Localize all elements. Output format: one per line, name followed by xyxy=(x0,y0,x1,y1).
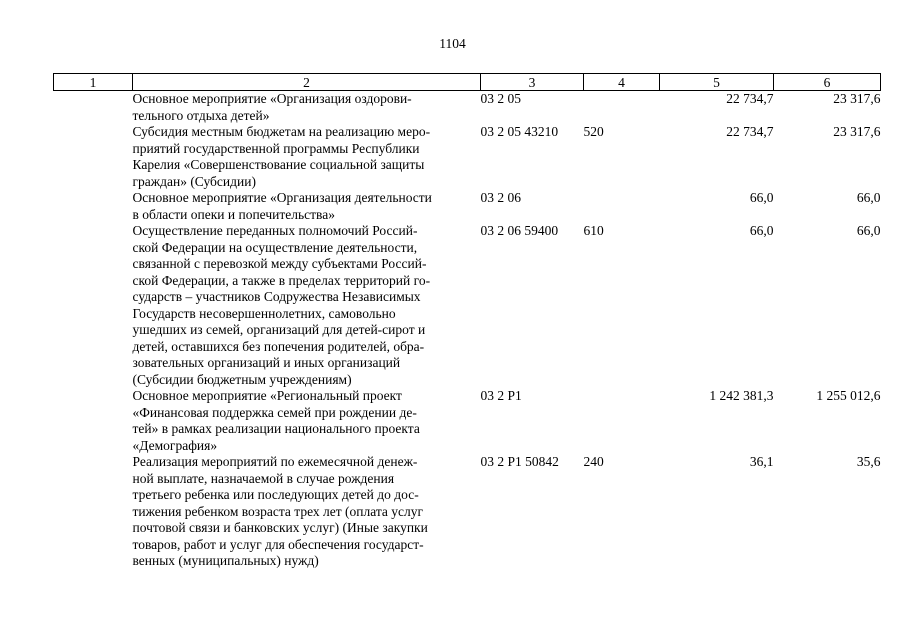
row-type-cell: 610 xyxy=(583,223,604,238)
row-name-cell xyxy=(133,223,481,388)
row-name-line: «Финансовая поддержка семей при рождении де- xyxy=(132,404,417,420)
row-name-cell xyxy=(133,124,481,190)
row-value1-cell: 66,0 xyxy=(749,190,774,205)
column-header-6: 6 xyxy=(774,74,881,91)
row-name-line: товаров, работ и услуг для обеспечения государст- xyxy=(132,536,424,552)
row-name-line: «Демография» xyxy=(132,437,218,453)
row-code-cell: 03 2 05 xyxy=(480,91,521,106)
row-name-line: в области опеки и попечительства» xyxy=(132,206,335,222)
row-name-line: ской Федерации, а также в пределах территорий го- xyxy=(132,272,431,288)
row-value1-cell: 22 734,7 xyxy=(726,124,774,139)
row-name-line: почтовой связи и банковских услуг) (Иные закупки xyxy=(132,520,428,535)
row-name-line: тей» в рамках реализации национального проекта xyxy=(132,421,420,436)
row-name-line: Осуществление переданных полномочий Россий- xyxy=(132,223,418,238)
row-name-line: венных (муниципальных) нужд) xyxy=(132,553,319,568)
row-name-line: детей, оставшихся без попечения родителей, обра- xyxy=(132,338,425,354)
row-name-line: Субсидия местным бюджетам на реализацию меро- xyxy=(132,124,431,139)
row-name-line: ушедших из семей, организаций для детей-сирот и xyxy=(132,322,426,337)
row-name-line: Реализация мероприятий по ежемесячной денеж- xyxy=(132,454,418,469)
row-name-line: сударств – участников Содружества Независимых xyxy=(132,289,421,304)
row-name-cell xyxy=(133,190,481,223)
row-name-line: Основное мероприятие «Организация оздорови- xyxy=(132,91,412,106)
row-name-line: третьего ребенка или последующих детей до дос- xyxy=(132,487,419,502)
row-code-cell: 03 2 P1 xyxy=(480,388,522,403)
row-name-line: (Субсидии бюджетным учреждениям) xyxy=(132,371,352,387)
table-row xyxy=(54,124,881,190)
row-value1-cell: 22 734,7 xyxy=(726,91,774,106)
column-header-5: 5 xyxy=(660,74,774,91)
row-name-line: тижения ребенком возраста трех лет (оплата услуг xyxy=(132,503,424,519)
row-empty-cell xyxy=(54,91,133,125)
column-header-1: 1 xyxy=(54,74,133,91)
row-name-cell xyxy=(133,388,481,454)
row-name-line: ской Федерации на осуществление деятельности, xyxy=(132,239,418,255)
budget-table xyxy=(53,73,881,570)
table-body xyxy=(54,91,881,570)
row-code-cell: 03 2 06 59400 xyxy=(480,223,559,238)
row-name-line: тельного отдыха детей» xyxy=(132,107,270,123)
row-value2-cell: 66,0 xyxy=(856,223,881,238)
row-name-line: связанной с перевозкой между субъектами Россий- xyxy=(132,256,427,271)
row-empty-cell xyxy=(54,388,133,454)
row-value1-cell: 36,1 xyxy=(749,454,774,469)
row-name-line: граждан» (Субсидии) xyxy=(132,173,256,189)
row-name-line: приятий государственной программы Республики xyxy=(132,140,420,156)
row-name-line: зовательных организаций и иных организаций xyxy=(132,355,401,370)
row-name-cell xyxy=(133,454,481,570)
row-empty-cell xyxy=(54,124,133,190)
row-empty-cell xyxy=(54,454,133,570)
row-type-cell xyxy=(584,388,660,454)
column-header-4: 4 xyxy=(584,74,660,91)
row-code-cell: 03 2 05 43210 xyxy=(480,124,559,139)
row-empty-cell xyxy=(54,190,133,223)
row-value2-cell: 35,6 xyxy=(856,454,881,469)
row-type-cell: 240 xyxy=(583,454,604,469)
header-row xyxy=(54,74,881,91)
row-value2-cell: 23 317,6 xyxy=(833,91,881,106)
row-code-cell: 03 2 P1 50842 xyxy=(480,454,559,469)
table-row xyxy=(54,223,881,388)
table-row xyxy=(54,454,881,570)
row-value2-cell: 23 317,6 xyxy=(833,124,881,139)
row-name-line: Государств несовершеннолетних, самовольно xyxy=(132,305,396,321)
row-value2-cell: 1 255 012,6 xyxy=(816,388,881,403)
row-code-cell: 03 2 06 xyxy=(480,190,521,205)
row-name-line: Основное мероприятие «Региональный проект xyxy=(132,388,402,403)
row-value2-cell: 66,0 xyxy=(856,190,881,205)
row-type-cell xyxy=(584,190,660,223)
row-type-cell: 520 xyxy=(583,124,604,139)
table-row xyxy=(54,190,881,223)
row-name-line: Карелия «Совершенствование социальной защиты xyxy=(132,157,425,172)
page-number: 1104 xyxy=(439,36,466,51)
column-header-3: 3 xyxy=(481,74,584,91)
table-row xyxy=(54,388,881,454)
row-name-line: Основное мероприятие «Организация деятельности xyxy=(132,190,432,205)
row-value1-cell: 66,0 xyxy=(749,223,774,238)
row-empty-cell xyxy=(54,223,133,388)
column-header-2: 2 xyxy=(133,74,481,91)
row-name-cell xyxy=(133,91,481,125)
table-row xyxy=(54,91,881,125)
row-type-cell xyxy=(584,91,660,125)
row-value1-cell: 1 242 381,3 xyxy=(709,388,774,403)
row-name-line: ной выплате, назначаемой в случае рождения xyxy=(132,470,395,486)
